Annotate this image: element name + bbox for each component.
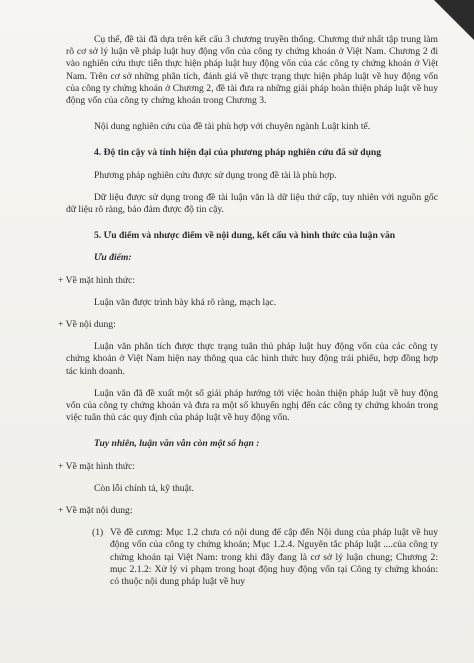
section-heading-5: 5. Ưu điểm và nhược điểm về nội dung, kết cấu và hình thức của luận văn — [94, 230, 396, 242]
bullet-content-limit: + Về mặt nội dung: — [58, 505, 133, 517]
paragraph-form-clear: Luận văn được trình bày khá rõ ràng, mạch lạc. — [94, 296, 277, 308]
list-item-text: Về đề cương: Mục 1.2 chưa có nội dung để cập đến Nội dung của pháp luật về huy động vốn của công ty chứng khoán; Mục 1.2.4. Nguyên tắc pháp luật ....của công ty chứng khoán tại Việt Nam: trong khi đây đang là cơ sở lý luận chung; Chương 2: mục 2.1.2: Xử lý vi phạm trong hoạt động huy động vốn tại Công ty chứng khoán: có thuộc nội dung pháp luật về huy — [110, 527, 438, 588]
limitations-label: Tuy nhiên, luận văn vẫn còn một số hạn : — [94, 438, 260, 450]
document-body — [58, 34, 438, 588]
paragraph-method: Phương pháp nghiên cứu được sử dụng trong đề tài là phù hợp. — [94, 169, 337, 181]
bullet-content: + Về nội dung: — [58, 319, 116, 331]
paragraph-content-analysis: Luận văn phân tích được thực trạng tuân thủ pháp luật huy động vốn của các công ty chứng khoán ở Việt Nam hiện nay thông qua các hình thức huy động trái phiếu, hợp đồng hợp tác kinh doanh. — [66, 341, 438, 377]
paragraph-structure: Cụ thể, đề tài đã dựa trên kết cấu 3 chương truyền thống. Chương thứ nhất tập trung làm rõ cơ sở lý luận về pháp luật huy động vốn của công ty chứng khoán ở Việt Nam. Chương 2 đi vào nghiên cứu thực tiễn thực hiện pháp luật huy động vốn của các công ty chứng khoán ở Việt Nam. Trên cơ sở những phân tích, đánh giá về thực trạng thực hiện pháp luật về huy động vốn của công ty chứng khoán ở Chương 2, đề tài đưa ra những giải pháp hoàn thiện pháp luật về huy động vốn của công ty chứng khoán trong Chương 3. — [66, 34, 438, 107]
bullet-form: + Về mặt hình thức: — [58, 274, 136, 286]
page-corner-shadow — [434, 0, 474, 40]
advantages-label: Ưu điểm: — [94, 252, 132, 264]
paragraph-relevance: Nội dung nghiên cứu của đề tài phù hợp với chuyên ngành Luật kinh tế. — [94, 121, 371, 133]
paragraph-spelling: Còn lỗi chính tả, kỹ thuật. — [94, 482, 194, 494]
bullet-form-limit: + Về mặt hình thức: — [58, 460, 136, 472]
section-heading-4: 4. Độ tin cậy và tính hiện đại của phương pháp nghiên cứu đã sử dụng — [94, 147, 382, 159]
paragraph-content-solutions: Luận văn đã đề xuất một số giải pháp hướng tới việc hoàn thiện pháp luật về huy động vốn của công ty chứng khoán và đưa ra một số khuyến nghị đến các công ty chứng khoán trong việc tuân thủ các quy định của pháp luật về huy động vốn. — [66, 387, 438, 424]
paragraph-data: Dữ liệu được sử dụng trong đề tài luận văn là dữ liệu thứ cấp, tuy nhiên với nguồn gốc dữ liệu rõ ràng, bảo đảm được độ tin cậy. — [66, 191, 438, 216]
list-item-number: (1) — [92, 527, 104, 539]
list-item — [92, 527, 438, 588]
